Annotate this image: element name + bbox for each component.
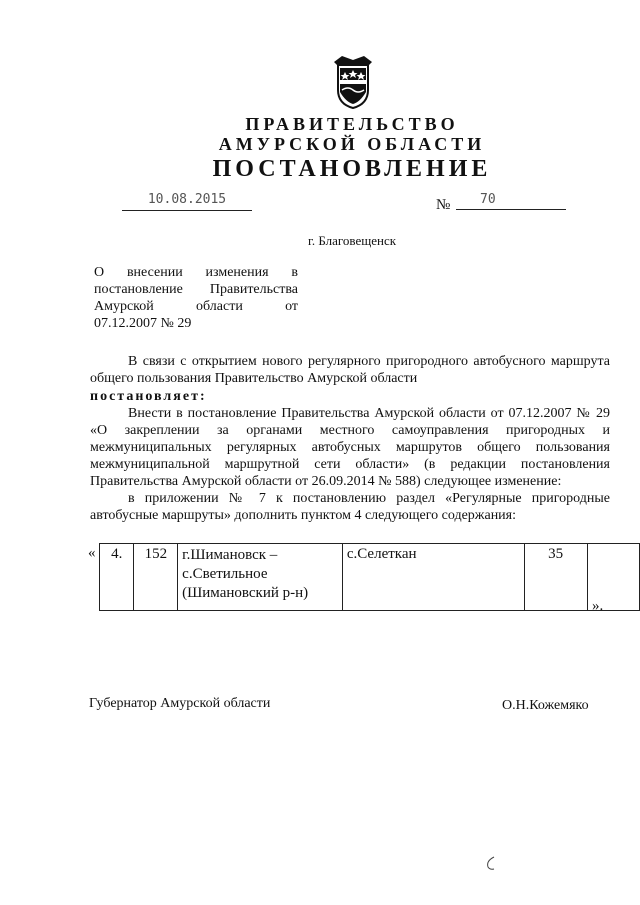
cell-item-number: 4. (100, 544, 134, 611)
route-name-line-3: (Шимановский р-н) (182, 585, 309, 601)
subject-line-3: Амурской области от (94, 299, 298, 314)
subject-line-4: 07.12.2007 № 29 (94, 316, 192, 331)
subject-line-1: О внесении изменения в (94, 265, 298, 280)
cell-destination: с.Селеткан (342, 544, 524, 611)
document-type-title: ПОСТАНОВЛЕНИЕ (212, 156, 492, 182)
document-number: 70 (456, 192, 566, 210)
body-paragraph-intro: В связи с открытием нового регулярного пригородного автобусного маршрута общего пользования Правительство Амурской области (90, 354, 610, 386)
route-name-line-2: с.Светильное (182, 566, 268, 582)
table-row (100, 544, 640, 611)
government-title-line2: АМУРСКОЙ ОБЛАСТИ (218, 134, 486, 154)
cell-count: 35 (524, 544, 587, 611)
signatory-position: Губернатор Амурской области (89, 696, 271, 711)
government-title-line1: ПРАВИТЕЛЬСТВО (245, 114, 459, 134)
body-resolves-keyword: постановляет: (90, 389, 207, 404)
cell-route-name (178, 544, 343, 611)
number-sign: № (436, 197, 451, 213)
quote-open-mark: « (88, 545, 96, 561)
body-paragraph-amendment: Внести в постановление Правительства Амурской области от 07.12.2007 № 29 «О закреплении за органами местного самоуправления пригородных и межмуниципальных регулярных автобусных маршрутов общего пользования межмуниципальной маршрутной сети области» (в редакции постановления Правительства Амурской области от 26.09.2014 № 588) следующее изменение: (90, 406, 610, 489)
cell-route-code: 152 (134, 544, 178, 611)
document-date: 10.08.2015 (122, 192, 252, 211)
route-table (99, 543, 640, 611)
pen-mark-icon (482, 855, 498, 873)
coat-of-arms-emblem (330, 54, 376, 110)
city-label: г. Благовещенск (307, 233, 397, 248)
document-subject (94, 264, 298, 332)
body-paragraph-appendix: в приложении № 7 к постановлению раздел «Регулярные пригородные автобусные маршруты» дополнить пунктом 4 следующего содержания: (90, 491, 610, 523)
signatory-name: О.Н.Кожемяко (502, 698, 589, 713)
quote-close-mark: ». (592, 598, 604, 614)
route-name-line-1: г.Шимановск – (182, 547, 278, 563)
subject-line-2: постановление Правительства (94, 282, 298, 297)
